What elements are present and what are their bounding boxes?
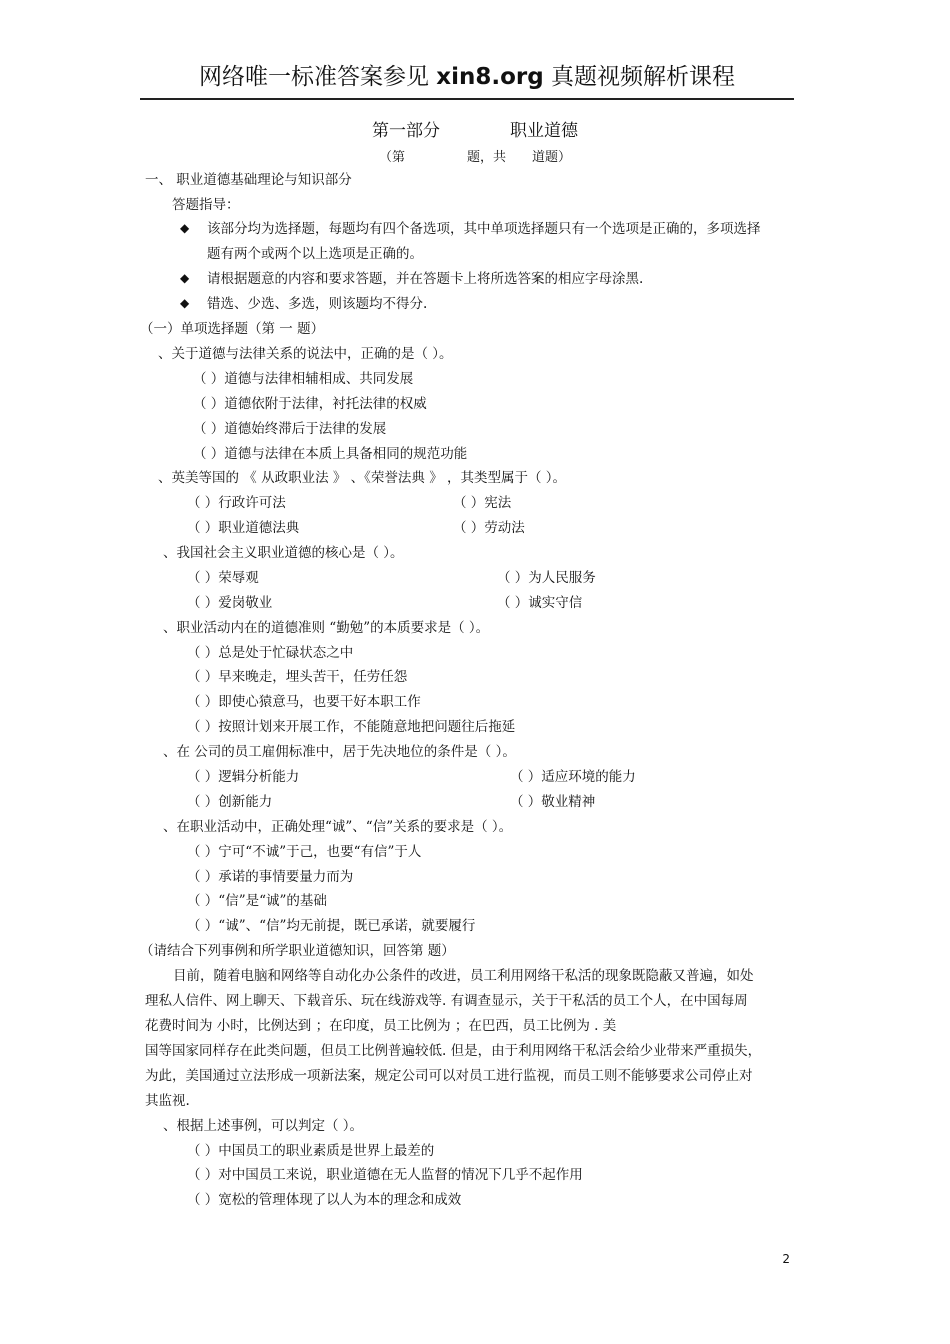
case-line: 为此，美国通过立法形成一项新法案，规定公司可以对员工进行监视，而员工则不能够要求公司停止对	[145, 1068, 753, 1084]
option-d[interactable]: （ ）敬业精神	[510, 794, 596, 810]
bullet-diamond-icon: ◆	[180, 271, 190, 285]
part-subtitle	[0, 146, 950, 165]
option-c[interactable]: （ ）道德始终滞后于法律的发展	[193, 421, 387, 437]
option-d[interactable]: （ ）劳动法	[453, 520, 525, 536]
option-c[interactable]: （ ）即使心猿意马，也要干好本职工作	[187, 694, 421, 710]
page-number: 2	[782, 1252, 790, 1266]
option-c[interactable]: （ ）爱岗敬业	[187, 595, 273, 611]
option-a[interactable]: （ ）总是处于忙碌状态之中	[187, 645, 354, 661]
part-title-left: 第一部分	[372, 121, 440, 141]
header-site: xin8.org	[436, 64, 544, 90]
question-stem: 、根据上述事例，可以判定（ ）。	[163, 1118, 364, 1134]
case-line: 国等国家同样存在此类问题，但员工比例普遍较低. 但是，由于利用网络干私活会给少业带来严重损失，	[145, 1043, 762, 1059]
option-a[interactable]: （ ）中国员工的职业素质是世界上最差的	[187, 1143, 435, 1159]
guide-label: 答题指导：	[172, 197, 240, 213]
part-title-right: 职业道德	[510, 121, 578, 141]
option-a[interactable]: （ ）逻辑分析能力	[187, 769, 300, 785]
option-d[interactable]: （ ）诚实守信	[497, 595, 583, 611]
subtitle-a: （第	[378, 150, 405, 165]
part-title	[0, 116, 950, 141]
header-rule	[140, 98, 794, 100]
question-stem: 、职业活动内在的道德准则 “勤勉”的本质要求是（ ）。	[163, 620, 490, 636]
option-d[interactable]: （ ）道德与法律在本质上具备相同的规范功能	[193, 446, 468, 462]
subtitle-c: 道题）	[532, 150, 572, 165]
option-b[interactable]: （ ）承诺的事情要量力而为	[187, 869, 354, 885]
option-b[interactable]: （ ）为人民服务	[497, 570, 596, 586]
option-b[interactable]: （ ）对中国员工来说，职业道德在无人监督的情况下几乎不起作用	[187, 1167, 583, 1183]
bullet-text-1b: 题有两个或两个以上选项是正确的。	[207, 246, 423, 262]
case-intro: （请结合下列事例和所学职业道德知识，回答第 题）	[140, 943, 455, 959]
option-b[interactable]: （ ）道德依附于法律，衬托法律的权威	[193, 396, 427, 412]
option-d[interactable]: （ ）按照计划来开展工作，不能随意地把问题往后拖延	[187, 719, 516, 735]
bullet-diamond-icon: ◆	[180, 296, 190, 310]
option-a[interactable]: （ ）行政许可法	[187, 495, 286, 511]
bullet-diamond-icon: ◆	[180, 221, 190, 235]
option-c[interactable]: （ ）“信”是“诚”的基础	[187, 893, 327, 909]
option-d[interactable]: （ ）“诚”、“信”均无前提，既已承诺，就要履行	[187, 918, 476, 934]
section-heading: 一、 职业道德基础理论与知识部分	[145, 172, 352, 188]
header-text-pre: 网络唯一标准答案参见	[198, 64, 437, 90]
option-a[interactable]: （ ）道德与法律相辅相成、共同发展	[193, 371, 414, 387]
case-line: 其监视.	[145, 1093, 190, 1109]
option-a[interactable]: （ ）荣辱观	[187, 570, 259, 586]
question-stem: 、我国社会主义职业道德的核心是（ ）。	[163, 545, 404, 561]
option-c[interactable]: （ ）宽松的管理体现了以人为本的理念和成效	[187, 1192, 462, 1208]
subtitle-b: 题，共	[466, 150, 506, 165]
question-stem: 、英美等国的 《 从政职业法 》 、《荣誉法典 》 ，其类型属于（ ）。	[158, 470, 567, 486]
page-header	[140, 58, 794, 91]
option-b[interactable]: （ ）早来晚走，埋头苦干，任劳任怨	[187, 669, 408, 685]
option-b[interactable]: （ ）宪法	[453, 495, 512, 511]
question-stem: 、在职业活动中，正确处理“诚”、“信”关系的要求是（ ）。	[163, 819, 513, 835]
bullet-text-1: 该部分均为选择题，每题均有四个备选项，其中单项选择题只有一个选项是正确的，多项选择	[207, 221, 761, 237]
option-c[interactable]: （ ）职业道德法典	[187, 520, 300, 536]
bullet-text-2: 请根据题意的内容和要求答题，并在答题卡上将所选答案的相应字母涂黑.	[207, 271, 644, 287]
case-line: 理私人信件、网上聊天、下载音乐、玩在线游戏等. 有调查显示，关于干私活的员工个人，在中国每周	[145, 993, 748, 1009]
option-c[interactable]: （ ）创新能力	[187, 794, 273, 810]
case-line: 花费时间为 小时，比例达到 ；在印度，员工比例为 ；在巴西，员工比例为 . 美	[145, 1018, 617, 1034]
option-a[interactable]: （ ）宁可“不诚”于己，也要“有信”于人	[187, 844, 422, 860]
question-stem: 、关于道德与法律关系的说法中，正确的是（ ）。	[158, 346, 453, 362]
question-stem: 、在 公司的员工雇佣标准中，居于先决地位的条件是（ ）。	[163, 744, 516, 760]
case-line: 目前，随着电脑和网络等自动化办公条件的改进，员工利用网络干私活的现象既隐蔽又普遍，如处	[173, 968, 754, 984]
header-text-post: 真题视频解析课程	[543, 64, 736, 90]
single-choice-heading: （一）单项选择题（第 一 题）	[140, 321, 325, 337]
bullet-text-3: 错选、少选、多选，则该题均不得分.	[207, 296, 428, 312]
option-b[interactable]: （ ）适应环境的能力	[510, 769, 636, 785]
